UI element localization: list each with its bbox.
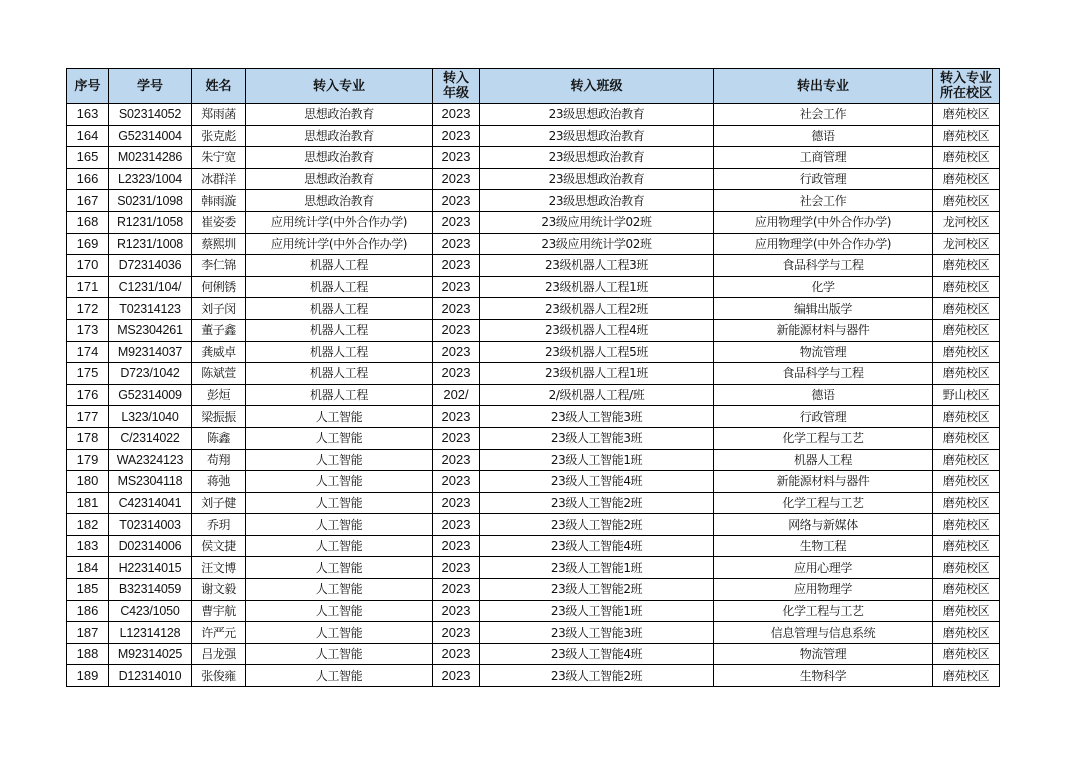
cell-from-major: 新能源材料与器件 <box>714 471 933 493</box>
cell-name: 谢文毅 <box>192 579 246 601</box>
cell-to-year: 2023 <box>433 276 480 298</box>
cell-campus: 磨苑校区 <box>933 579 1000 601</box>
cell-to-major: 机器人工程 <box>246 298 433 320</box>
cell-to-class: 23级机器人工程5班 <box>480 341 714 363</box>
header-from-major: 转出专业 <box>714 69 933 104</box>
cell-seq: 175 <box>67 363 109 385</box>
header-to-class: 转入班级 <box>480 69 714 104</box>
table-row <box>67 147 1000 169</box>
cell-campus: 磨苑校区 <box>933 319 1000 341</box>
cell-to-major: 思想政治教育 <box>246 125 433 147</box>
cell-name: 郑雨菡 <box>192 104 246 126</box>
cell-from-major: 信息管理与信息系统 <box>714 622 933 644</box>
cell-seq: 189 <box>67 665 109 687</box>
cell-campus: 磨苑校区 <box>933 557 1000 579</box>
cell-to-major: 人工智能 <box>246 535 433 557</box>
cell-name: 韩雨漩 <box>192 190 246 212</box>
cell-student-id: L323/1040 <box>109 406 192 428</box>
cell-student-id: MS2304261 <box>109 319 192 341</box>
cell-from-major: 生物科学 <box>714 665 933 687</box>
cell-name: 龚威卓 <box>192 341 246 363</box>
table-row <box>67 622 1000 644</box>
table-row <box>67 449 1000 471</box>
cell-campus: 磨苑校区 <box>933 492 1000 514</box>
header-seq: 序号 <box>67 69 109 104</box>
cell-seq: 167 <box>67 190 109 212</box>
cell-to-class: 23级机器人工程1班 <box>480 276 714 298</box>
cell-to-year: 2023 <box>433 190 480 212</box>
cell-from-major: 食品科学与工程 <box>714 255 933 277</box>
table-row <box>67 600 1000 622</box>
table-row <box>67 514 1000 536</box>
cell-to-major: 应用统计学(中外合作办学) <box>246 233 433 255</box>
cell-student-id: D12314010 <box>109 665 192 687</box>
cell-to-major: 人工智能 <box>246 643 433 665</box>
cell-student-id: M92314025 <box>109 643 192 665</box>
cell-seq: 178 <box>67 427 109 449</box>
cell-to-major: 人工智能 <box>246 600 433 622</box>
cell-to-year: 2023 <box>433 341 480 363</box>
cell-to-year: 2023 <box>433 600 480 622</box>
cell-campus: 磨苑校区 <box>933 298 1000 320</box>
cell-student-id: MS2304118 <box>109 471 192 493</box>
cell-name: 汪文博 <box>192 557 246 579</box>
header-to-year-line2: 年级 <box>442 86 469 101</box>
cell-to-year: 2023 <box>433 147 480 169</box>
cell-to-class: 23级人工智能2班 <box>480 665 714 687</box>
cell-name: 何俐锈 <box>192 276 246 298</box>
cell-to-class: 23级机器人工程2班 <box>480 298 714 320</box>
cell-seq: 188 <box>67 643 109 665</box>
cell-campus: 磨苑校区 <box>933 449 1000 471</box>
cell-to-year: 2023 <box>433 298 480 320</box>
cell-to-class: 23级思想政治教育 <box>480 125 714 147</box>
cell-to-class: 23级应用统计学02班 <box>480 233 714 255</box>
cell-to-class: 23级人工智能4班 <box>480 471 714 493</box>
header-to-major: 转入专业 <box>246 69 433 104</box>
cell-to-year: 2023 <box>433 535 480 557</box>
table-row <box>67 384 1000 406</box>
cell-to-class: 23级思想政治教育 <box>480 147 714 169</box>
cell-to-major: 机器人工程 <box>246 255 433 277</box>
table-row <box>67 665 1000 687</box>
cell-name: 刘子闵 <box>192 298 246 320</box>
cell-from-major: 应用心理学 <box>714 557 933 579</box>
cell-student-id: B32314059 <box>109 579 192 601</box>
cell-to-class: 23级应用统计学02班 <box>480 211 714 233</box>
cell-from-major: 行政管理 <box>714 406 933 428</box>
cell-campus: 磨苑校区 <box>933 255 1000 277</box>
cell-seq: 166 <box>67 168 109 190</box>
cell-campus: 龙河校区 <box>933 233 1000 255</box>
cell-name: 董子鑫 <box>192 319 246 341</box>
table-row <box>67 557 1000 579</box>
cell-to-major: 思想政治教育 <box>246 168 433 190</box>
cell-student-id: G52314009 <box>109 384 192 406</box>
cell-name: 吕龙强 <box>192 643 246 665</box>
cell-from-major: 应用物理学(中外合作办学) <box>714 211 933 233</box>
cell-to-class: 23级人工智能1班 <box>480 600 714 622</box>
cell-to-major: 人工智能 <box>246 514 433 536</box>
cell-to-year: 2023 <box>433 579 480 601</box>
cell-name: 曹宇航 <box>192 600 246 622</box>
table-body <box>67 104 1000 687</box>
cell-seq: 177 <box>67 406 109 428</box>
cell-name: 张克彪 <box>192 125 246 147</box>
cell-to-year: 2023 <box>433 319 480 341</box>
table-row <box>67 168 1000 190</box>
header-row <box>67 69 1000 104</box>
cell-seq: 169 <box>67 233 109 255</box>
cell-to-year: 2023 <box>433 168 480 190</box>
cell-to-major: 人工智能 <box>246 492 433 514</box>
cell-seq: 186 <box>67 600 109 622</box>
cell-to-major: 机器人工程 <box>246 341 433 363</box>
cell-name: 彭烜 <box>192 384 246 406</box>
cell-to-year: 2023 <box>433 233 480 255</box>
cell-student-id: C423/1050 <box>109 600 192 622</box>
cell-to-class: 23级机器人工程4班 <box>480 319 714 341</box>
cell-name: 苟翔 <box>192 449 246 471</box>
cell-seq: 181 <box>67 492 109 514</box>
cell-name: 崔姿委 <box>192 211 246 233</box>
cell-student-id: D72314036 <box>109 255 192 277</box>
cell-campus: 磨苑校区 <box>933 600 1000 622</box>
cell-to-major: 人工智能 <box>246 622 433 644</box>
table-row <box>67 363 1000 385</box>
cell-from-major: 新能源材料与器件 <box>714 319 933 341</box>
header-student-id: 学号 <box>109 69 192 104</box>
cell-from-major: 应用物理学 <box>714 579 933 601</box>
table-row <box>67 211 1000 233</box>
table-row <box>67 643 1000 665</box>
cell-campus: 磨苑校区 <box>933 535 1000 557</box>
cell-name: 许严元 <box>192 622 246 644</box>
cell-to-class: 23级思想政治教育 <box>480 168 714 190</box>
cell-to-major: 机器人工程 <box>246 319 433 341</box>
cell-campus: 磨苑校区 <box>933 147 1000 169</box>
cell-to-year: 2023 <box>433 557 480 579</box>
cell-to-class: 23级人工智能1班 <box>480 449 714 471</box>
cell-from-major: 化学工程与工艺 <box>714 427 933 449</box>
cell-to-year: 2023 <box>433 514 480 536</box>
cell-name: 张俊雍 <box>192 665 246 687</box>
cell-to-class: 23级思想政治教育 <box>480 104 714 126</box>
cell-student-id: M02314286 <box>109 147 192 169</box>
cell-student-id: L2323/1004 <box>109 168 192 190</box>
table-row <box>67 276 1000 298</box>
table-row <box>67 427 1000 449</box>
cell-student-id: C/2314022 <box>109 427 192 449</box>
cell-to-major: 机器人工程 <box>246 384 433 406</box>
cell-seq: 174 <box>67 341 109 363</box>
cell-to-year: 2023 <box>433 622 480 644</box>
cell-seq: 170 <box>67 255 109 277</box>
cell-to-major: 人工智能 <box>246 471 433 493</box>
cell-from-major: 生物工程 <box>714 535 933 557</box>
cell-student-id: S0231/1098 <box>109 190 192 212</box>
header-campus <box>933 69 1000 104</box>
cell-to-year: 2023 <box>433 471 480 493</box>
cell-student-id: R1231/1008 <box>109 233 192 255</box>
cell-to-year: 2023 <box>433 211 480 233</box>
cell-student-id: T02314123 <box>109 298 192 320</box>
cell-name: 乔玥 <box>192 514 246 536</box>
cell-from-major: 编辑出版学 <box>714 298 933 320</box>
cell-to-class: 23级人工智能4班 <box>480 535 714 557</box>
cell-to-major: 人工智能 <box>246 406 433 428</box>
cell-to-major: 思想政治教育 <box>246 104 433 126</box>
cell-campus: 磨苑校区 <box>933 427 1000 449</box>
table-row <box>67 471 1000 493</box>
cell-name: 梁振振 <box>192 406 246 428</box>
table-row <box>67 298 1000 320</box>
cell-to-major: 人工智能 <box>246 427 433 449</box>
cell-campus: 野山校区 <box>933 384 1000 406</box>
header-to-year-line1: 转入 <box>442 71 469 86</box>
cell-campus: 磨苑校区 <box>933 276 1000 298</box>
cell-to-class: 23级人工智能2班 <box>480 514 714 536</box>
cell-from-major: 物流管理 <box>714 643 933 665</box>
cell-seq: 164 <box>67 125 109 147</box>
cell-to-class: 23级人工智能3班 <box>480 622 714 644</box>
cell-from-major: 网络与新媒体 <box>714 514 933 536</box>
cell-student-id: S02314052 <box>109 104 192 126</box>
cell-to-major: 人工智能 <box>246 557 433 579</box>
cell-from-major: 化学工程与工艺 <box>714 600 933 622</box>
cell-name: 蔡熙圳 <box>192 233 246 255</box>
cell-to-class: 23级机器人工程3班 <box>480 255 714 277</box>
cell-campus: 磨苑校区 <box>933 104 1000 126</box>
cell-student-id: H22314015 <box>109 557 192 579</box>
cell-from-major: 化学工程与工艺 <box>714 492 933 514</box>
cell-seq: 176 <box>67 384 109 406</box>
cell-to-year: 2023 <box>433 449 480 471</box>
cell-to-class: 23级人工智能4班 <box>480 643 714 665</box>
cell-student-id: D723/1042 <box>109 363 192 385</box>
cell-student-id: C1231/104/ <box>109 276 192 298</box>
cell-campus: 龙河校区 <box>933 211 1000 233</box>
table-row <box>67 535 1000 557</box>
table-row <box>67 319 1000 341</box>
cell-name: 刘子健 <box>192 492 246 514</box>
table-row <box>67 341 1000 363</box>
cell-name: 朱宁宽 <box>192 147 246 169</box>
cell-to-class: 23级人工智能3班 <box>480 427 714 449</box>
cell-to-year: 2023 <box>433 665 480 687</box>
cell-campus: 磨苑校区 <box>933 363 1000 385</box>
cell-name: 侯文捷 <box>192 535 246 557</box>
cell-from-major: 机器人工程 <box>714 449 933 471</box>
cell-seq: 183 <box>67 535 109 557</box>
cell-from-major: 德语 <box>714 384 933 406</box>
cell-from-major: 物流管理 <box>714 341 933 363</box>
cell-student-id: D02314006 <box>109 535 192 557</box>
cell-name: 李仁锦 <box>192 255 246 277</box>
cell-seq: 180 <box>67 471 109 493</box>
cell-from-major: 工商管理 <box>714 147 933 169</box>
cell-to-year: 2023 <box>433 125 480 147</box>
cell-to-class: 23级机器人工程1班 <box>480 363 714 385</box>
table-row <box>67 579 1000 601</box>
cell-name: 冰群洋 <box>192 168 246 190</box>
cell-seq: 182 <box>67 514 109 536</box>
cell-to-major: 机器人工程 <box>246 363 433 385</box>
cell-student-id: M92314037 <box>109 341 192 363</box>
cell-seq: 187 <box>67 622 109 644</box>
cell-campus: 磨苑校区 <box>933 665 1000 687</box>
cell-to-major: 人工智能 <box>246 449 433 471</box>
transfer-table <box>66 68 1000 687</box>
cell-from-major: 食品科学与工程 <box>714 363 933 385</box>
cell-student-id: WA2324123 <box>109 449 192 471</box>
cell-to-class: 23级人工智能2班 <box>480 579 714 601</box>
cell-seq: 173 <box>67 319 109 341</box>
cell-from-major: 社会工作 <box>714 190 933 212</box>
cell-campus: 磨苑校区 <box>933 514 1000 536</box>
table-row <box>67 104 1000 126</box>
cell-seq: 168 <box>67 211 109 233</box>
cell-seq: 184 <box>67 557 109 579</box>
cell-to-major: 思想政治教育 <box>246 147 433 169</box>
cell-student-id: L12314128 <box>109 622 192 644</box>
cell-to-year: 2023 <box>433 104 480 126</box>
cell-from-major: 社会工作 <box>714 104 933 126</box>
table-row <box>67 233 1000 255</box>
cell-to-class: 2/级机器人工程/班 <box>480 384 714 406</box>
cell-campus: 磨苑校区 <box>933 643 1000 665</box>
cell-to-class: 23级思想政治教育 <box>480 190 714 212</box>
cell-seq: 179 <box>67 449 109 471</box>
cell-student-id: C42314041 <box>109 492 192 514</box>
cell-from-major: 化学 <box>714 276 933 298</box>
table-row <box>67 190 1000 212</box>
header-name: 姓名 <box>192 69 246 104</box>
cell-name: 蒋弛 <box>192 471 246 493</box>
cell-to-major: 人工智能 <box>246 579 433 601</box>
table-row <box>67 125 1000 147</box>
cell-from-major: 行政管理 <box>714 168 933 190</box>
cell-campus: 磨苑校区 <box>933 190 1000 212</box>
header-campus-line1: 转入专业 <box>939 71 992 86</box>
cell-from-major: 德语 <box>714 125 933 147</box>
cell-seq: 163 <box>67 104 109 126</box>
cell-student-id: T02314003 <box>109 514 192 536</box>
cell-to-year: 2023 <box>433 643 480 665</box>
cell-to-year: 2023 <box>433 427 480 449</box>
cell-campus: 磨苑校区 <box>933 125 1000 147</box>
cell-student-id: R1231/1058 <box>109 211 192 233</box>
cell-from-major: 应用物理学(中外合作办学) <box>714 233 933 255</box>
cell-campus: 磨苑校区 <box>933 622 1000 644</box>
cell-seq: 172 <box>67 298 109 320</box>
table-row <box>67 406 1000 428</box>
cell-campus: 磨苑校区 <box>933 168 1000 190</box>
cell-seq: 185 <box>67 579 109 601</box>
header-campus-line2: 所在校区 <box>939 86 992 101</box>
cell-to-year: 202/ <box>433 384 480 406</box>
cell-seq: 171 <box>67 276 109 298</box>
cell-to-year: 2023 <box>433 406 480 428</box>
header-to-year <box>433 69 480 104</box>
cell-to-year: 2023 <box>433 492 480 514</box>
table-row <box>67 492 1000 514</box>
cell-to-year: 2023 <box>433 255 480 277</box>
cell-to-major: 思想政治教育 <box>246 190 433 212</box>
cell-to-major: 应用统计学(中外合作办学) <box>246 211 433 233</box>
cell-to-class: 23级人工智能3班 <box>480 406 714 428</box>
cell-name: 陈鑫 <box>192 427 246 449</box>
cell-campus: 磨苑校区 <box>933 471 1000 493</box>
cell-to-major: 人工智能 <box>246 665 433 687</box>
cell-to-class: 23级人工智能1班 <box>480 557 714 579</box>
cell-student-id: G52314004 <box>109 125 192 147</box>
table-row <box>67 255 1000 277</box>
cell-name: 陈斌萱 <box>192 363 246 385</box>
cell-campus: 磨苑校区 <box>933 341 1000 363</box>
cell-to-year: 2023 <box>433 363 480 385</box>
cell-seq: 165 <box>67 147 109 169</box>
cell-to-major: 机器人工程 <box>246 276 433 298</box>
cell-campus: 磨苑校区 <box>933 406 1000 428</box>
cell-to-class: 23级人工智能2班 <box>480 492 714 514</box>
